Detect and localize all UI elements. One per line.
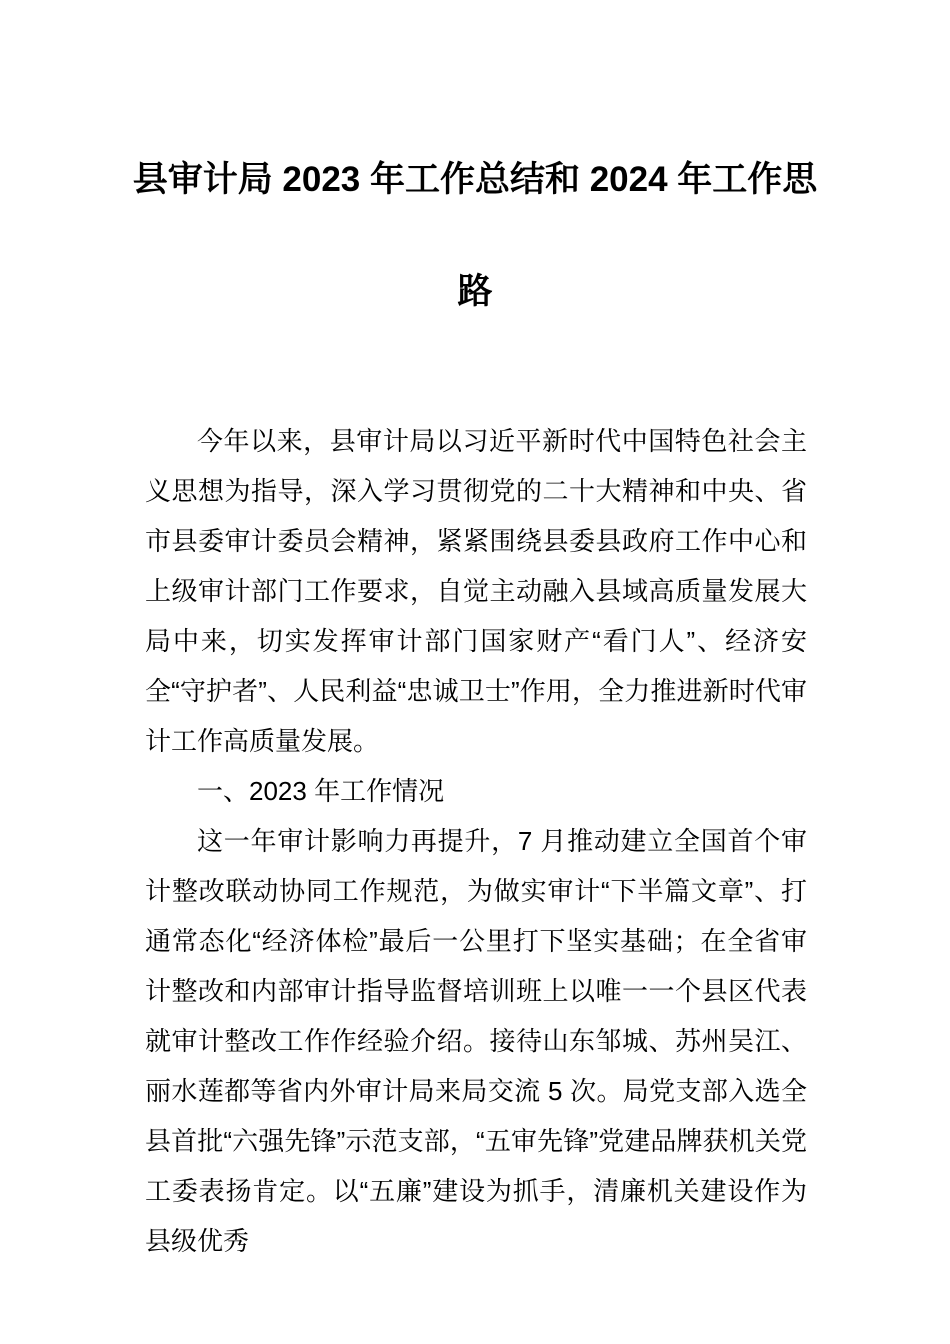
document-body [145,416,807,1266]
section-heading-2023-work: 一、2023 年工作情况 [197,776,445,806]
paragraph-intro: 今年以来，县审计局以习近平新时代中国特色社会主义思想为指导，深入学习贯彻党的二十大精神和中央、省市县委审计委员会精神，紧紧围绕县委县政府工作中心和上级审计部门工作要求，自觉主动融入县域高质量发展大局中来，切实发挥审计部门国家财产“看门人”、经济安全“守护者”、人民利益“忠诚卫士”作用，全力推进新时代审计工作高质量发展。 [145,426,807,756]
title-line-1: 县审计局 2023 年工作总结和 2024 年工作思 [132,160,818,199]
title-line-2: 路 [457,272,493,311]
document-title [0,0,950,348]
paragraph-2023-achievements: 这一年审计影响力再提升，7 月推动建立全国首个审计整改联动协同工作规范，为做实审计“下半篇文章”、打通常态化“经济体检”最后一公里打下坚实基础；在全省审计整改和内部审计指导监督培训班上以唯一一个县区代表就审计整改工作作经验介绍。接待山东邹城、苏州吴江、丽水莲都等省内外审计局来局交流 5 次。局党支部入选全县首批“六强先锋”示范支部，“五审先锋”党建品牌获机关党工委表扬肯定。以“五廉”建设为抓手，清廉机关建设作为县级优秀 [145,826,807,1256]
